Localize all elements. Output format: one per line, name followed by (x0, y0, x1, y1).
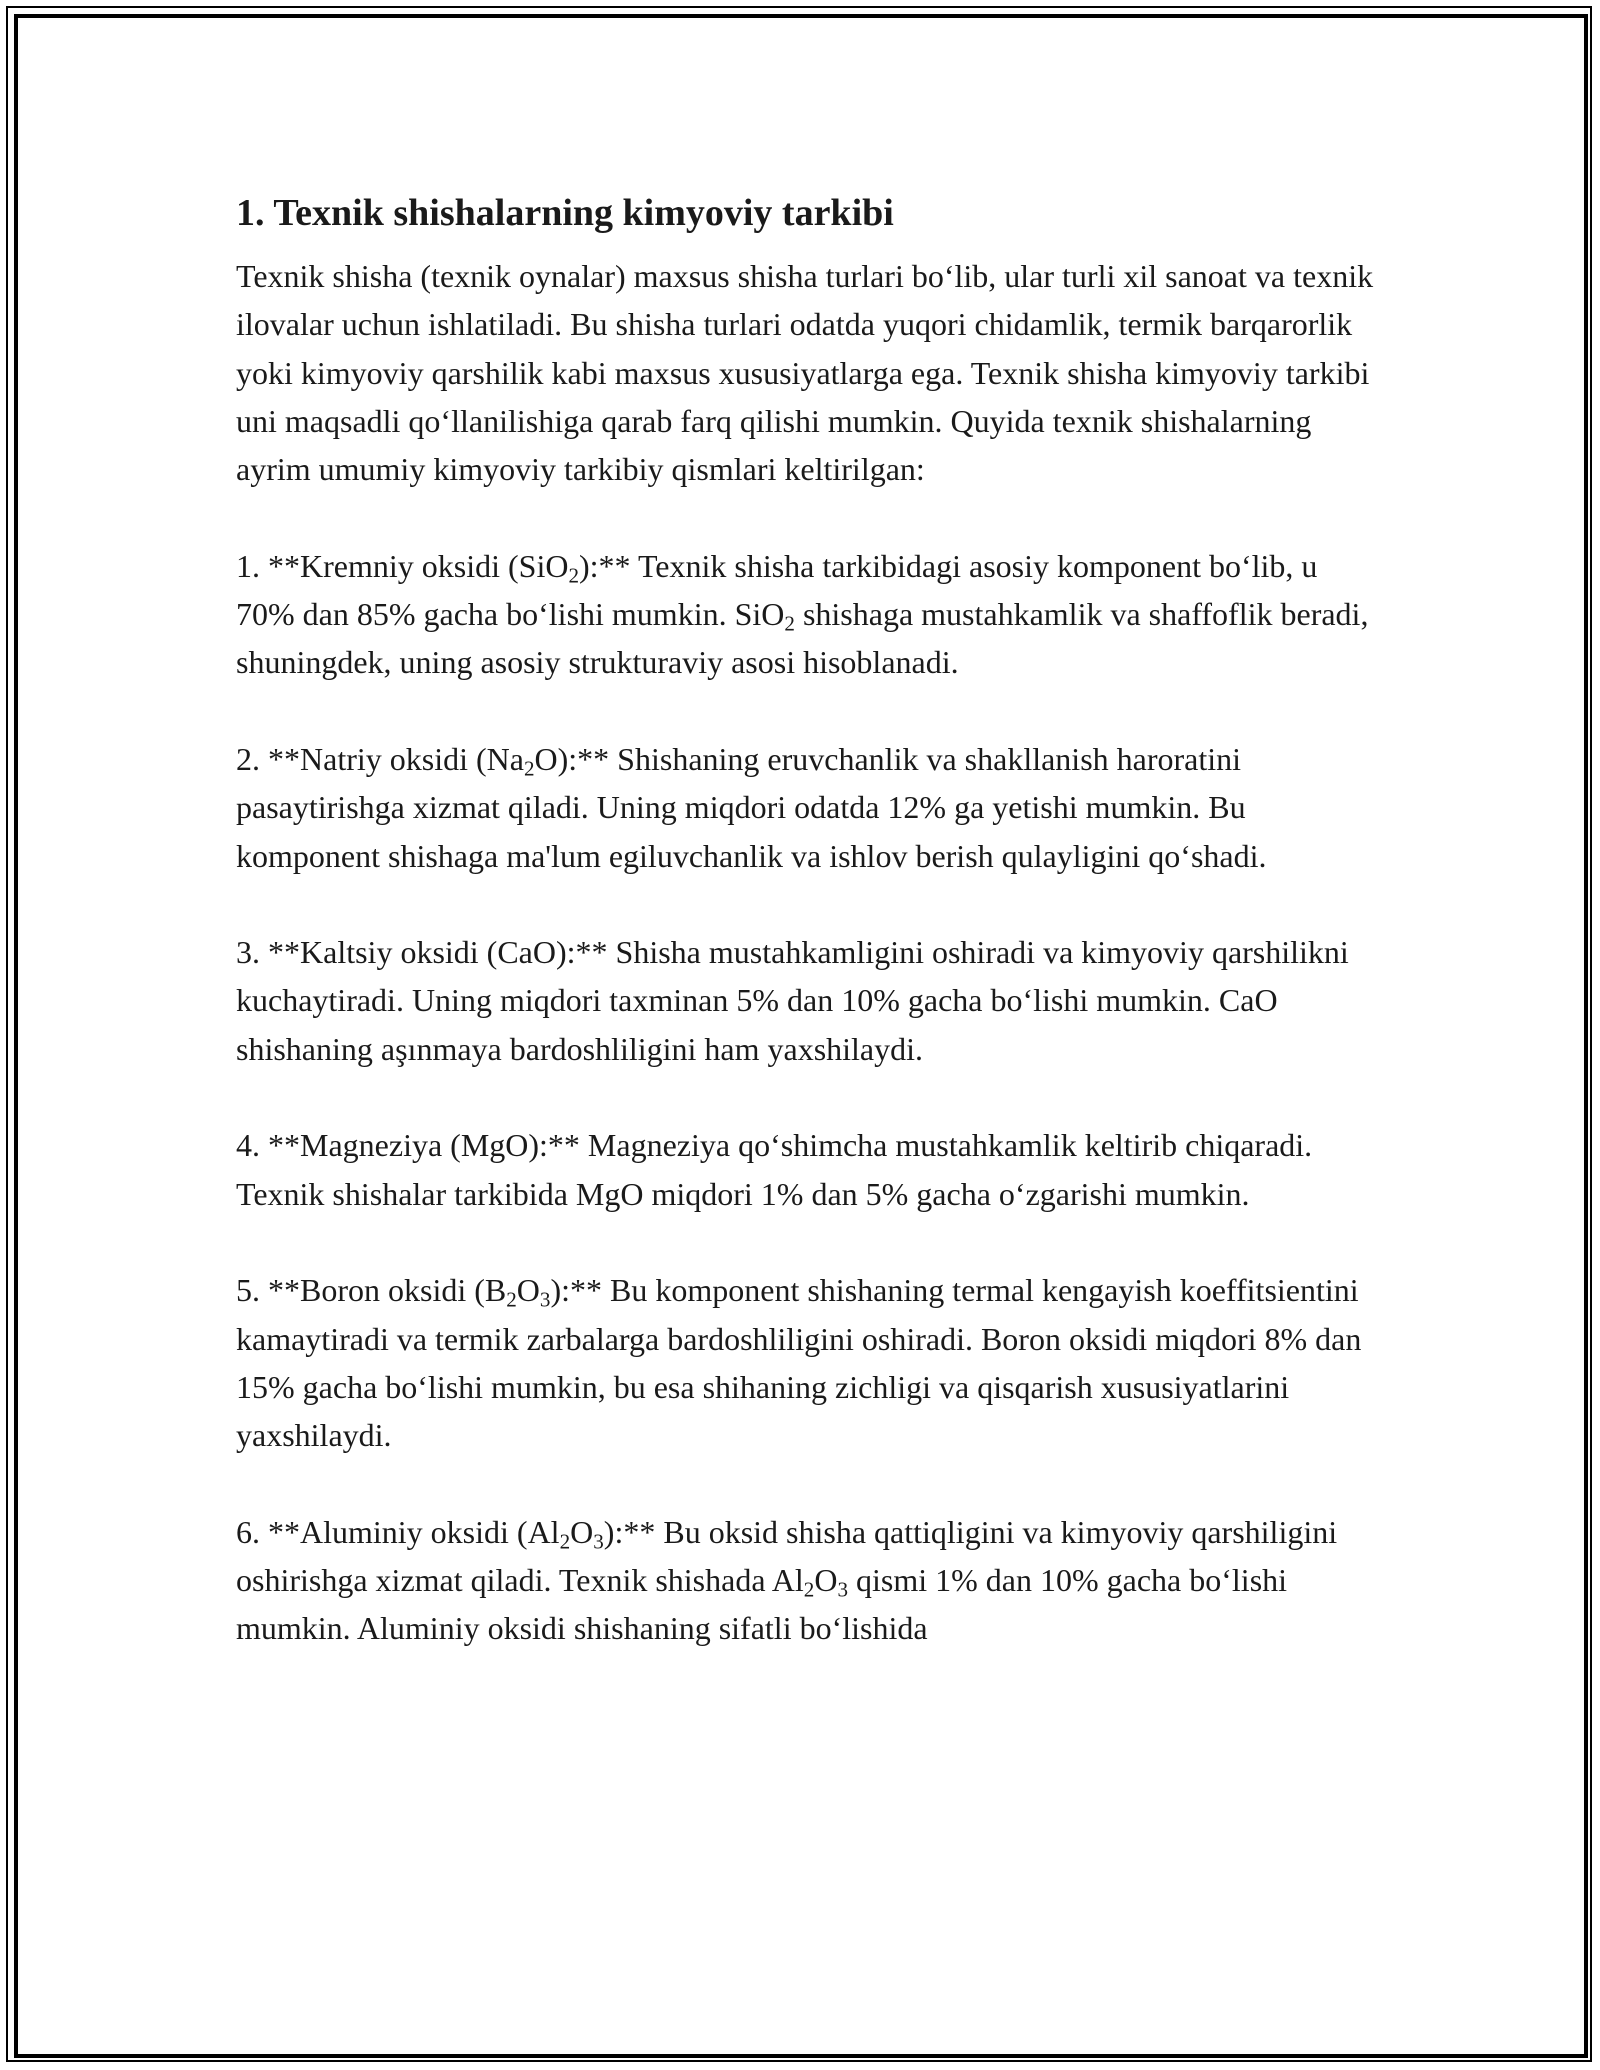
item-sodium-oxide: 2. **Natriy oksidi $(Na_2O):**$ Shishaning eruvchanlik va shakllanish haroratini pasaytirishga xizmat qiladi. Uning miqdori odatda 12% ga yetishi mumkin. Bu komponent shishaga ma'lum egiluvchanlik va ishlov berish qulayligini qo‘shadi. (236, 740, 1267, 874)
item-silicon-oxide: 1. **Kremniy oksidi (SiO$_2$):** Texnik shisha tarkibidagi asosiy komponent bo‘lib, u 70% dan 85% gacha bo‘lishi mumkin. SiO$_2$ shishaga mustahkamlik va shaffoflik beradi, shuningdek, uning asosiy strukturaviy asosi hisoblanadi. (236, 547, 1369, 681)
item-magnesia: 4. **Magneziya (MgO):** Magneziya qo‘shimcha mustahkamlik keltirib chiqaradi. Texnik shishalar tarkibida MgO miqdori 1% dan 5% gacha o‘zgarishi mumkin. (236, 1127, 1313, 1212)
section-heading: 1. Texnik shishalarning kimyoviy tarkibi (236, 192, 894, 234)
item-boron-oxide: 5. **Boron oksidi $(B_2O_3):**$ Bu komponent shishaning termal kengayish koeffitsientini kamaytiradi va termik zarbalarga bardoshliligini oshiradi. Boron oksidi miqdori 8% dan 15% gacha bo‘lishi mumkin, bu esa shihaning zichligi va qisqarish xususiyatlarini yaxshilaydi. (236, 1272, 1362, 1454)
item-aluminium-oxide: 6. **Aluminiy oksidi $(Al_2O_3):**$ Bu oksid shisha qattiqligini va kimyoviy qarshiligini oshirishga xizmat qiladi. Texnik shishada $Al_2O_3$ qismi 1% dan 10% gacha bo‘lishi mumkin. Aluminiy oksidi shishaning sifatli bo‘lishida (236, 1513, 1338, 1647)
document-body (236, 186, 1376, 1653)
item-calcium-oxide: 3. **Kaltsiy oksidi (CaO):** Shisha mustahkamligini oshiradi va kimyoviy qarshilikni kuchaytiradi. Uning miqdori taxminan 5% dan 10% gacha bo‘lishi mumkin. CaO shishaning aşınmaya bardoshliligini ham yaxshilaydi. (236, 934, 1349, 1067)
intro-paragraph: Texnik shisha (texnik oynalar) maxsus shisha turlari bo‘lib, ular turli xil sanoat va texnik ilovalar uchun ishlatiladi. Bu shisha turlari odatda yuqori chidamlik, termik barqarorlik yoki kimyoviy qarshilik kabi maxsus xususiyatlarga ega. Texnik shisha kimyoviy tarkibi uni maqsadli qo‘llanilishiga qarab farq qilishi mumkin. Quyida texnik shishalarning ayrim umumiy kimyoviy tarkibiy qismlari keltirilgan: (236, 258, 1374, 488)
